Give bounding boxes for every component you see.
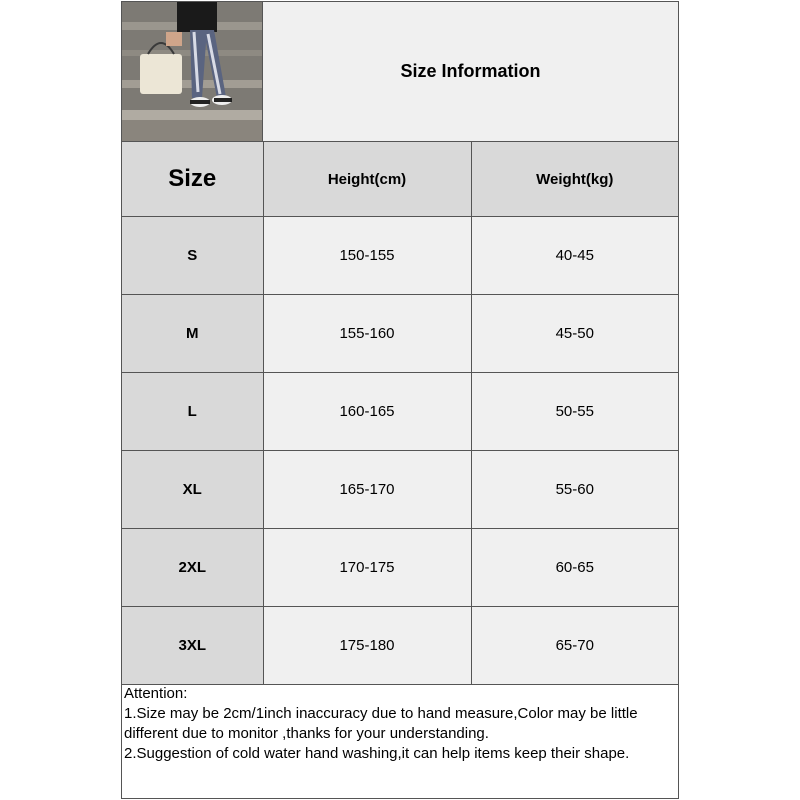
height-value: 150-155 <box>263 217 471 295</box>
size-chart <box>121 1 679 799</box>
weight-value: 50-55 <box>471 373 678 451</box>
height-value: 160-165 <box>263 373 471 451</box>
size-label: 2XL <box>122 529 263 607</box>
height-value: 155-160 <box>263 295 471 373</box>
table-row <box>122 451 678 529</box>
weight-value: 55-60 <box>471 451 678 529</box>
table-row <box>122 373 678 451</box>
size-label: XL <box>122 451 263 529</box>
table-row <box>122 295 678 373</box>
table-row <box>122 217 678 295</box>
weight-value: 45-50 <box>471 295 678 373</box>
header-height: Height(cm) <box>263 142 471 217</box>
weight-value: 40-45 <box>471 217 678 295</box>
weight-value: 60-65 <box>471 529 678 607</box>
page-title: Size Information <box>263 2 678 142</box>
height-value: 170-175 <box>263 529 471 607</box>
notes-line-1: 1.Size may be 2cm/1inch inaccuracy due to hand measure,Color may be little different due to monitor ,thanks for your understanding. <box>124 705 638 742</box>
size-label: M <box>122 295 263 373</box>
header-size: Size <box>122 142 263 217</box>
size-label: L <box>122 373 263 451</box>
table-header-row <box>122 142 678 217</box>
size-label: 3XL <box>122 607 263 685</box>
notes-line-2: 2.Suggestion of cold water hand washing,it can help items keep their shape. <box>124 745 630 762</box>
table-row <box>122 529 678 607</box>
header-weight: Weight(kg) <box>471 142 678 217</box>
attention-notes <box>122 682 678 766</box>
height-value: 175-180 <box>263 607 471 685</box>
model-photo-icon <box>122 2 263 142</box>
weight-value: 65-70 <box>471 607 678 685</box>
size-table <box>122 142 678 685</box>
height-value: 165-170 <box>263 451 471 529</box>
size-label: S <box>122 217 263 295</box>
model-photo <box>122 2 263 142</box>
table-row <box>122 607 678 685</box>
notes-heading: Attention: <box>124 685 188 702</box>
